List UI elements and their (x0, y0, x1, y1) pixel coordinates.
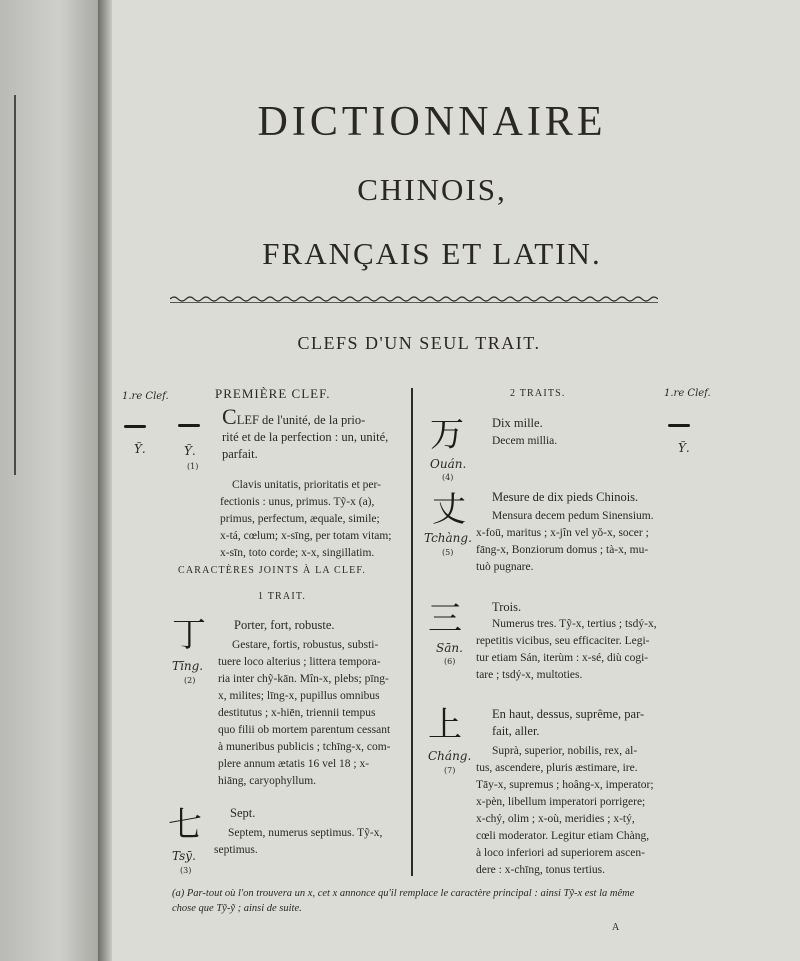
ouan-char: 万 (430, 415, 464, 455)
tsy-char: 七 (168, 805, 202, 845)
san-rom: Sān. (436, 641, 463, 655)
section-title: CLEFS D'UN SEUL TRAIT. (297, 333, 541, 353)
tsy-num: (3) (180, 866, 192, 875)
signature-mark: A (612, 922, 620, 933)
dictionary-page (112, 0, 800, 961)
tchang-num: (5) (442, 548, 454, 557)
chang-fr: En haut, dessus, suprême, par- fait, aller. (492, 707, 645, 738)
book-gutter (98, 0, 112, 961)
ting-num: (2) (184, 676, 196, 685)
premiere-heading: PREMIÈRE CLEF. (215, 386, 331, 401)
margin-left-stroke (124, 413, 146, 432)
ouan-rom: Ouán. (430, 457, 467, 471)
premiere-latin: Clavis unitatis, prioritatis et per- fectionis : unus, primus. Tỹ-x (a), primus, perfectum, æquale, simile; x-tá, cœlum; x-sīng, per totam vitam; x-sīn, toto corde; x-x, singillatim. (220, 479, 392, 559)
title-line-3: FRANÇAIS ET LATIN. (262, 236, 602, 271)
chang-latin: Suprà, superior, nobilis, rex, al- tus, ascendere, pluris æstimare, ire. Tāy-x, supremus ; hoâng-x, imperator; x-pèn, libellum imperatori porrigere; x-chý, olim ; x-où, meridies ; x-tý, cœli moderator. Legitur etiam Chàng, à loco inferiori ad superiorem ascen- dere : x-chīng, tonus tertius. (476, 745, 654, 876)
dropcap: C (222, 404, 237, 429)
footnote: (a) Par-tout où l'on trouvera un x, cet x annonce qu'il remplace le caractère principal : ainsi Tỹ-x est la même chose que Tỹ-ỹ ; ainsi de suite. (172, 888, 635, 914)
margin-left-rom: Ỹ. (134, 442, 146, 456)
chang-char: 上 (428, 705, 462, 745)
tchang-char: 丈 (432, 490, 466, 530)
margin-left-label: 1.re Clef. (122, 391, 169, 402)
ouan-num: (4) (442, 473, 454, 482)
tchang-latin: Mensura decem pedum Sinensium. x-foū, maritus ; x-jîn vel yŏ-x, socer ; fāng-x, Bonziorum domus ; tà-x, mu- tuò pugnare. (476, 510, 654, 573)
tsy-fr: Sept. (230, 806, 256, 820)
tsy-rom: Tsȳ. (172, 849, 196, 863)
ting-fr: Porter, fort, robuste. (234, 618, 335, 632)
premiere-char (178, 412, 200, 431)
ornamental-rule (170, 294, 658, 304)
san-fr: Trois. (492, 600, 522, 614)
column-divider (411, 388, 413, 876)
traits2-heading: 2 TRAITS. (510, 388, 566, 399)
ouan-fr: Dix mille. (492, 416, 543, 430)
ting-char: 丁 (172, 615, 206, 655)
joints-sub: 1 TRAIT. (258, 591, 307, 602)
premiere-rom: Ỹ. (184, 444, 196, 458)
tsy-latin: Septem, numerus septimus. Tỹ-x, septimus. (214, 827, 383, 856)
left-page-mark (14, 95, 16, 475)
ouan-latin: Decem millia. (492, 435, 558, 447)
san-latin: Numerus tres. Tỹ-x, tertius ; tsdý-x, repetitis vicibus, seu efficaciter. Legi- tur etiam Sán, iterùm : x-sé, diù cogi- tare ; tsdý-x, multoties. (476, 618, 657, 681)
ting-rom: Tīng. (172, 659, 204, 673)
title-line-2: CHINOIS, (357, 172, 507, 207)
premiere-fr: CLEF de l'unité, de la prio- rité et de la perfection : un, unité, parfait. (222, 404, 389, 461)
san-num: (6) (444, 657, 456, 666)
left-page-edge (0, 0, 98, 961)
chang-rom: Cháng. (428, 749, 472, 763)
chang-num: (7) (444, 766, 456, 775)
joints-heading: CARACTÈRES JOINTS À LA CLEF. (178, 565, 367, 576)
san-char: 三 (428, 599, 462, 639)
margin-right-stroke (668, 412, 690, 431)
title-line-1: DICTIONNAIRE (257, 99, 607, 145)
margin-right-rom: Ỹ. (678, 441, 690, 455)
margin-right-label: 1.re Clef. (664, 388, 711, 399)
tchang-fr: Mesure de dix pieds Chinois. (492, 490, 639, 504)
ting-latin: Gestare, fortis, robustus, substi- tuere loco alterius ; littera tempora- ria inter chỹ-kān. Mîn-x, plebs; pīng- x, milites; līng-x, pupillus omnibus destitutus ; x-hiēn, triennii tempus quo filii ob mortem parentum cessant à muneribus publicis ; tchīng-x, com- plere annum ætatis 16 vel 18 ; x- hiāng, caryophyllum. (218, 639, 391, 787)
premiere-num: (1) (187, 462, 199, 471)
tchang-rom: Tchàng. (424, 531, 472, 545)
